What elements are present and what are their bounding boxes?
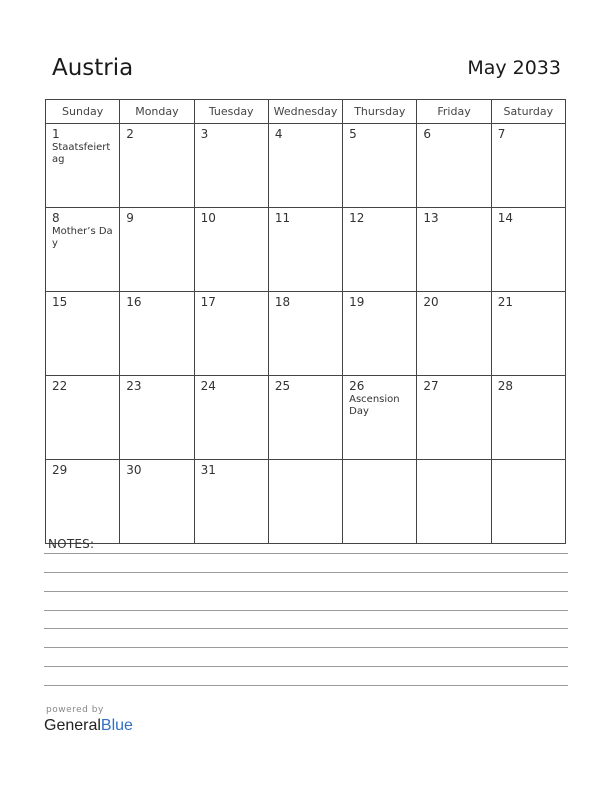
powered-by-text: powered by — [46, 705, 104, 715]
note-line — [44, 553, 568, 554]
day-number: 10 — [200, 211, 216, 225]
day-number: 27 — [423, 379, 439, 393]
day-cell — [491, 460, 565, 544]
day-cell — [417, 124, 491, 208]
day-cell — [46, 292, 120, 376]
note-line — [44, 628, 568, 629]
day-cell — [120, 376, 194, 460]
note-line — [44, 685, 568, 686]
day-cell — [343, 292, 417, 376]
day-number: 4 — [274, 127, 283, 141]
holiday-label: Staatsfeiertag — [52, 142, 111, 165]
day-cell — [194, 292, 268, 376]
day-number: 30 — [126, 463, 142, 477]
day-cell — [120, 460, 194, 544]
holiday-label: Ascension Day — [349, 394, 400, 417]
weekday-header: Sunday — [46, 100, 120, 124]
day-cell — [343, 376, 417, 460]
day-number: 21 — [497, 295, 513, 309]
day-cell — [491, 208, 565, 292]
day-cell — [268, 460, 342, 544]
day-number: 20 — [423, 295, 439, 309]
day-cell — [343, 124, 417, 208]
weekday-header: Friday — [417, 100, 491, 124]
day-cell — [343, 460, 417, 544]
note-line — [44, 666, 568, 667]
day-cell — [268, 208, 342, 292]
weekday-header: Wednesday — [268, 100, 342, 124]
day-cell — [343, 208, 417, 292]
week-row — [46, 208, 566, 292]
logo-general-text: General — [44, 717, 101, 734]
day-number: 17 — [200, 295, 216, 309]
note-line — [44, 647, 568, 648]
day-number: 23 — [126, 379, 142, 393]
day-number: 11 — [274, 211, 291, 225]
day-cell — [417, 208, 491, 292]
weekday-header: Monday — [120, 100, 194, 124]
logo-blue-text: Blue — [100, 717, 133, 734]
holiday-label: Mother’s Day — [52, 226, 113, 249]
notes-label: NOTES: — [48, 537, 95, 551]
day-cell — [194, 208, 268, 292]
day-cell — [491, 376, 565, 460]
month-year-title: May 2033 — [467, 57, 561, 79]
day-number: 22 — [52, 379, 68, 393]
day-number: 2 — [126, 127, 134, 141]
weekday-header-row — [46, 100, 566, 124]
weekday-header: Tuesday — [194, 100, 268, 124]
day-cell — [194, 124, 268, 208]
day-cell — [417, 292, 491, 376]
day-number: 15 — [52, 295, 68, 309]
week-row — [46, 460, 566, 544]
day-cell — [120, 124, 194, 208]
day-cell — [46, 460, 120, 544]
weekday-header: Thursday — [343, 100, 417, 124]
day-number: 28 — [497, 379, 513, 393]
day-cell — [268, 376, 342, 460]
day-number: 29 — [52, 463, 68, 477]
generalblue-logo — [44, 717, 133, 735]
day-cell — [120, 292, 194, 376]
day-number: 1 — [52, 127, 60, 141]
day-number: 7 — [497, 127, 506, 141]
day-number: 13 — [423, 211, 439, 225]
day-cell — [46, 208, 120, 292]
day-number: 8 — [52, 211, 60, 225]
day-cell — [194, 460, 268, 544]
day-cell — [46, 124, 120, 208]
day-number: 25 — [274, 379, 291, 393]
day-number: 24 — [200, 379, 216, 393]
day-cell — [46, 376, 120, 460]
day-number: 31 — [200, 463, 216, 477]
day-cell — [268, 292, 342, 376]
day-cell — [417, 460, 491, 544]
country-title: Austria — [52, 55, 134, 81]
note-line — [44, 591, 568, 592]
weekday-header: Saturday — [491, 100, 565, 124]
day-number: 14 — [497, 211, 513, 225]
day-number: 3 — [200, 127, 209, 141]
day-number: 9 — [126, 211, 134, 225]
day-cell — [268, 124, 342, 208]
day-cell — [120, 208, 194, 292]
day-number: 18 — [274, 295, 291, 309]
day-number: 19 — [349, 295, 365, 309]
note-line — [44, 572, 568, 573]
day-cell — [194, 376, 268, 460]
day-cell — [491, 292, 565, 376]
note-line — [44, 610, 568, 611]
week-row — [46, 292, 566, 376]
calendar-grid — [45, 99, 566, 544]
week-row — [46, 376, 566, 460]
day-number: 12 — [349, 211, 365, 225]
day-number: 26 — [349, 379, 365, 393]
day-number: 6 — [423, 127, 432, 141]
week-row — [46, 124, 566, 208]
day-cell — [491, 124, 565, 208]
day-number: 16 — [126, 295, 142, 309]
day-number: 5 — [349, 127, 357, 141]
day-cell — [417, 376, 491, 460]
